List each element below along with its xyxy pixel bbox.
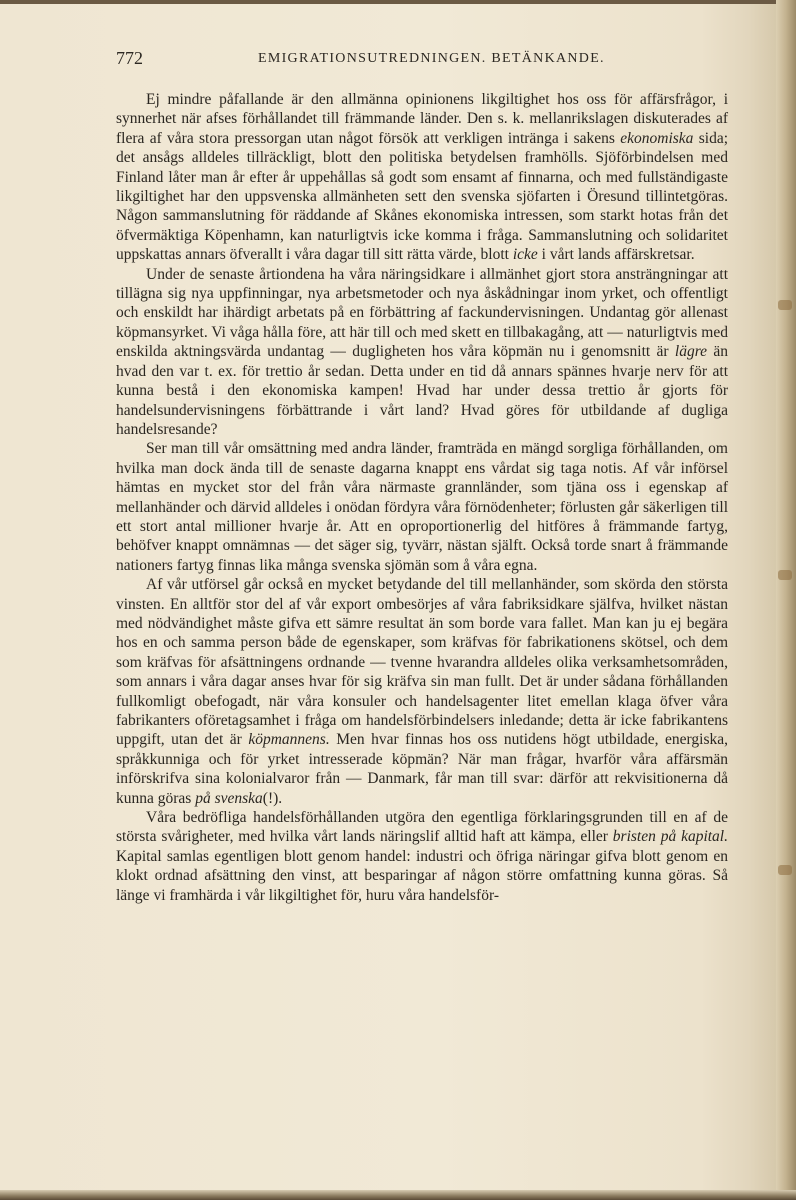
paragraph — [116, 808, 728, 905]
bottom-edge — [0, 1190, 796, 1200]
text-segment: Men hvar finnas hos oss nutidens högt utbildade, energiska, språkkunniga och för yrket intresserade köpmän? När man frågar, hvarför våra affärsmän införskrifva sina kolonialvaror från — Danmark, får man till svar: därför att rekvisitionerna då kunna göras — [116, 731, 728, 807]
body-text — [116, 90, 728, 905]
italic-text: ekonomiska — [620, 129, 694, 147]
page-number: 772 — [116, 48, 143, 68]
text-segment: Våra bedröfliga handelsförhållanden utgöra den egentliga förklaringsgrunden till en af de största svårigheter, med hvilka vårt lands näringslif alltid haft att kämpa, eller — [116, 809, 728, 846]
running-head-title: EMIGRATIONSUTREDNINGEN. BETÄNKANDE. — [258, 51, 605, 66]
italic-text: på svenska — [195, 789, 263, 807]
edge-stain — [778, 300, 792, 310]
text-segment: Ser man till vår omsättning med andra länder, framträda en mängd sorgliga förhållanden, om hvilka man dock ända till de senaste dagarna knappt ens vårdat sig taga notis. Af vår införsel hämtas en mycket stor del från våra närmaste grannländer, som tjäna oss i egenskap af mellanhänder och därvid alldeles i onödan fördyra våra förnödenheter; förlusten går säkerligen till ett stort antal millioner hvarje år. Att en oproportionerlig del hitföres å främmande fartyg, behöfver knappt omnämnas — det säger sig, tyvärr, nästan själft. Också torde snart å främmande nationers fartyg finnas lika många svenska sjömän som å våra egna. — [116, 440, 728, 574]
paragraph — [116, 265, 728, 440]
text-segment: sida; det ansågs alldeles tillräckligt, blott den politiska betydelsen framhölls. Sjöförbindelsen med Finland låter man år efter år uppehållas så godt som ensamt af finnarna, och med fullständigaste likgiltighet har den uppsvenska allmänheten sett den svenska sjöfarten i Öresund tillintetgöras. Någon sammanslutning för räddande af Skånes ekonomiska intressen, som starkt hotas från det öfvermäktiga Köpenhamn, kan naturligtvis icke komma i fråga. Sammanslutning och solidaritet uppskattas annars öfverallt i våra dagar till sitt rätta värde, blott — [116, 129, 729, 264]
paragraph — [116, 439, 728, 575]
edge-stain — [778, 865, 792, 875]
paragraph — [116, 575, 728, 808]
top-edge — [0, 0, 796, 4]
italic-text: köpmannens. — [248, 731, 330, 749]
italic-text: icke — [512, 246, 538, 264]
italic-text: bristen på kapital. — [612, 828, 728, 846]
edge-stain — [778, 570, 792, 580]
page-edge-shadow — [776, 0, 796, 1200]
running-head — [116, 48, 736, 72]
text-segment: i vårt lands affärskretsar. — [537, 246, 695, 264]
italic-text: lägre — [674, 343, 708, 361]
text-segment: Kapital samlas egentligen blott genom handel: industri och öfriga näringar gifva blott genom en klokt ordnad afsättning den vinst, att besparingar af någon större omfattning kunna göras. Så länge vi framhärda i vår likgiltighet för, huru våra handelsför- — [116, 847, 728, 904]
text-segment: Af vår utförsel går också en mycket betydande del till mellanhänder, som skörda den största vinsten. En alltför stor del af vår export ombesörjes af våra fabriksidkare själfva, hvilket nästan med nödvändighet måste gifva ett sämre resultat än som borde vara fallet. Man kan ju ej begära hos en och samma person både de egenskaper, som kräfvas för fabrikationens skötsel, och dem som kräfvas för afsättningens ordnande — tvenne hvarandra alldeles olika verksamhetsområden, som annars i våra dagar anses hvar för sig kräfva sin man fullt. Det är under sådana förhållanden fullkomligt obefogadt, när våra konsuler och handelsagenter litet emellan klaga öfver våra fabrikanters oföretagsamhet i fråga om handelsförbindelsers inledande; detta är icke fabrikantens uppgift, utan det är — [116, 576, 728, 749]
text-segment: (!). — [262, 789, 283, 807]
text-segment: Under de senaste årtiondena ha våra näringsidkare i allmänhet gjort stora ansträngningar att tillägna sig nya uppfinningar, nya arbetsmetoder och nya åskådningar inom yrket, och offentligt och enskildt har ihärdigt arbetats på en förbättring af fackundervisningen. Undantag gör allenast köpmansyrket. Vi våga hålla före, att här till och med skett en tillbakagång, att — naturligtvis med enskilda aktningsvärda undantag — dugligheten hos våra köpmän nu i genomsnitt är — [116, 265, 728, 361]
text-segment: än hvad den var t. ex. för trettio år sedan. Detta under en tid då annars spännes hvarje nerv för att kunna bestå i den ekonomiska kampen! Hvad har under dessa trettio år gjorts för handelsundervisningens förbättrande i vårt land? Hvad göres för utbildande af dugliga handelsresande? — [116, 343, 729, 438]
paragraph — [116, 90, 728, 265]
text-segment: Ej mindre påfallande är den allmänna opinionens likgiltighet hos oss för affärsfrågor, i synnerhet när afses förhållandet till främmande länder. Den s. k. mellanrikslagen diskuterades af flera af våra stora pressorgan utan något försök att verkligen intränga i sakens — [116, 91, 728, 147]
